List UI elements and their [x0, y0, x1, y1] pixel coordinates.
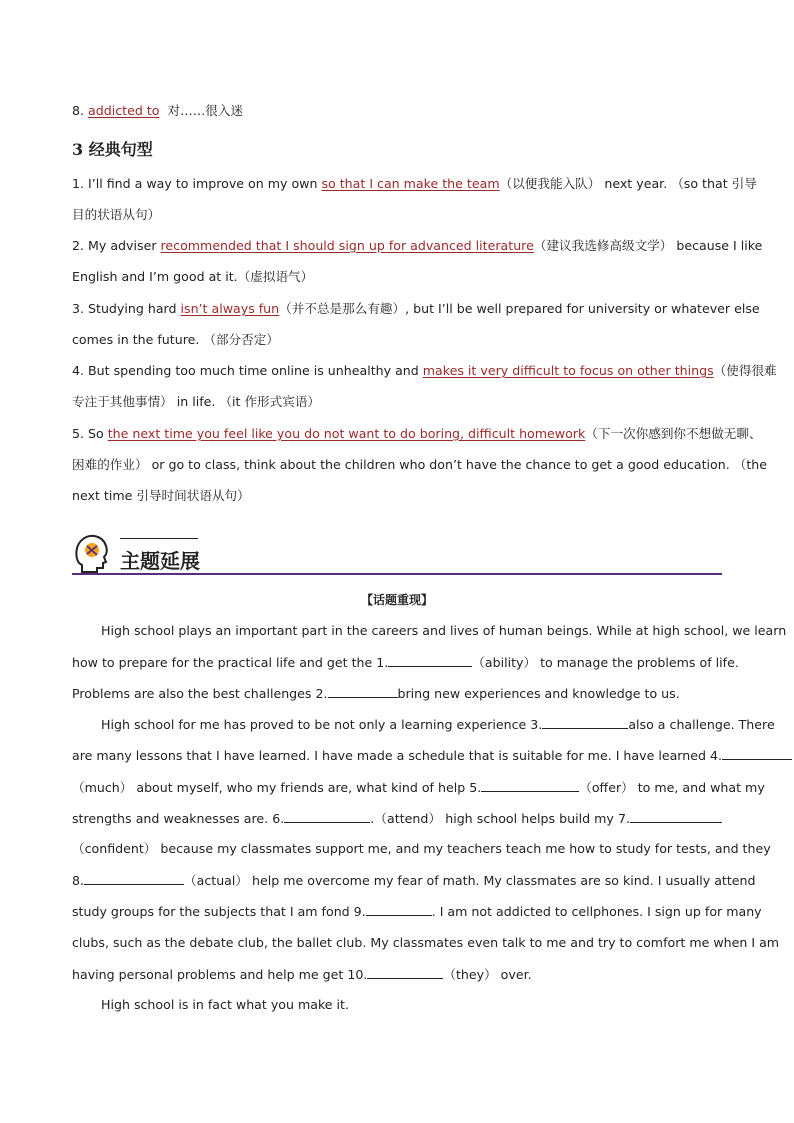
p1-line-1: High school plays an important part in the careers and lives of human beings. While at high school, we learn [101, 623, 787, 638]
blank-7[interactable] [630, 810, 722, 823]
p2-line-6: 8. （actual） help me overcome my fear of math. My classmates are so kind. I usually attend [72, 873, 756, 888]
sentence-5-cont2: next time 引导时间状语从句） [72, 488, 250, 503]
p2-line-2: are many lessons that I have learned. I have made a schedule that is suitable for me. I have learned 4. [72, 747, 722, 764]
blank-4[interactable] [722, 747, 792, 760]
sentence-3: 3. Studying hard isn’t always fun（并不总是那么有趣）, but I’ll be well prepared for university or whatever else [72, 301, 760, 316]
sentence-4-cont: 专注于其他事情） in life. （it 作形式宾语） [72, 394, 321, 409]
sentence-5-cont: 困难的作业） or go to class, think about the children who don’t have the chance to get a good education. （the [72, 457, 767, 472]
head-lightbulb-icon [73, 533, 109, 573]
p2-line-5: （confident） because my classmates support me, and my teachers teach me how to study for tests, and they [72, 841, 771, 856]
p2-line-9: having personal problems and help me get 10. （they） over. [72, 967, 532, 982]
section-title: 主题延展 [120, 549, 200, 573]
sentence-5: 5. So the next time you feel like you do not want to do boring, difficult homework（下一次你感到你不想做无聊、 [72, 426, 762, 441]
p2-line-3: （much） about myself, who my friends are, what kind of help 5. （offer） to me, and what my [72, 780, 765, 795]
p1-line-2: how to prepare for the practical life and get the 1. （ability） to manage the problems of life. [72, 655, 739, 670]
p2-line-8: clubs, such as the debate club, the ballet club. My classmates even talk to me and try to comfort me when I am [72, 935, 780, 950]
blank-1[interactable] [388, 654, 472, 667]
blank-10[interactable] [367, 966, 443, 979]
underlined-phrase: addicted to [88, 103, 160, 118]
section-divider [72, 573, 722, 575]
sentence-4: 4. But spending too much time online is unhealthy and makes it very difficult to focus on other things（使得很难 [72, 363, 777, 378]
blank-6[interactable] [284, 810, 370, 823]
vocab-item-8: 8. addicted to 对……很入迷 [72, 103, 244, 118]
section-heading-classic-sentences: 3 经典句型 [72, 140, 153, 159]
blank-9[interactable] [366, 903, 432, 916]
p2-line-1: High school for me has proved to be not only a learning experience 3. also a challenge. There [101, 717, 775, 732]
p2-line-4: strengths and weaknesses are. 6. .（attend） high school helps build my 7. [72, 810, 722, 827]
blank-3[interactable] [542, 716, 628, 729]
sentence-1: 1. I’ll find a way to improve on my own so that I can make the team（以便我能入队） next year. （so that 引导 [72, 176, 757, 191]
sentence-2: 2. My adviser recommended that I should sign up for advanced literature（建议我选修高级文学） because I like [72, 238, 763, 253]
sentence-1-cont: 目的状语从句） [72, 207, 161, 222]
section-title-topline [120, 538, 198, 539]
sentence-3-cont: comes in the future. （部分否定） [72, 332, 279, 347]
p1-line-3: Problems are also the best challenges 2. bring new experiences and knowledge to us. [72, 686, 680, 701]
sentence-2-cont: English and I’m good at it.（虚拟语气） [72, 269, 314, 284]
p3-line-1: High school is in fact what you make it. [101, 997, 349, 1012]
blank-5[interactable] [481, 779, 579, 792]
subtitle: 【话题重现】 [360, 593, 433, 607]
p2-line-7: study groups for the subjects that I am fond 9. . I am not addicted to cellphones. I sign up for many [72, 904, 762, 919]
blank-2[interactable] [328, 685, 398, 698]
blank-8[interactable] [84, 872, 184, 885]
